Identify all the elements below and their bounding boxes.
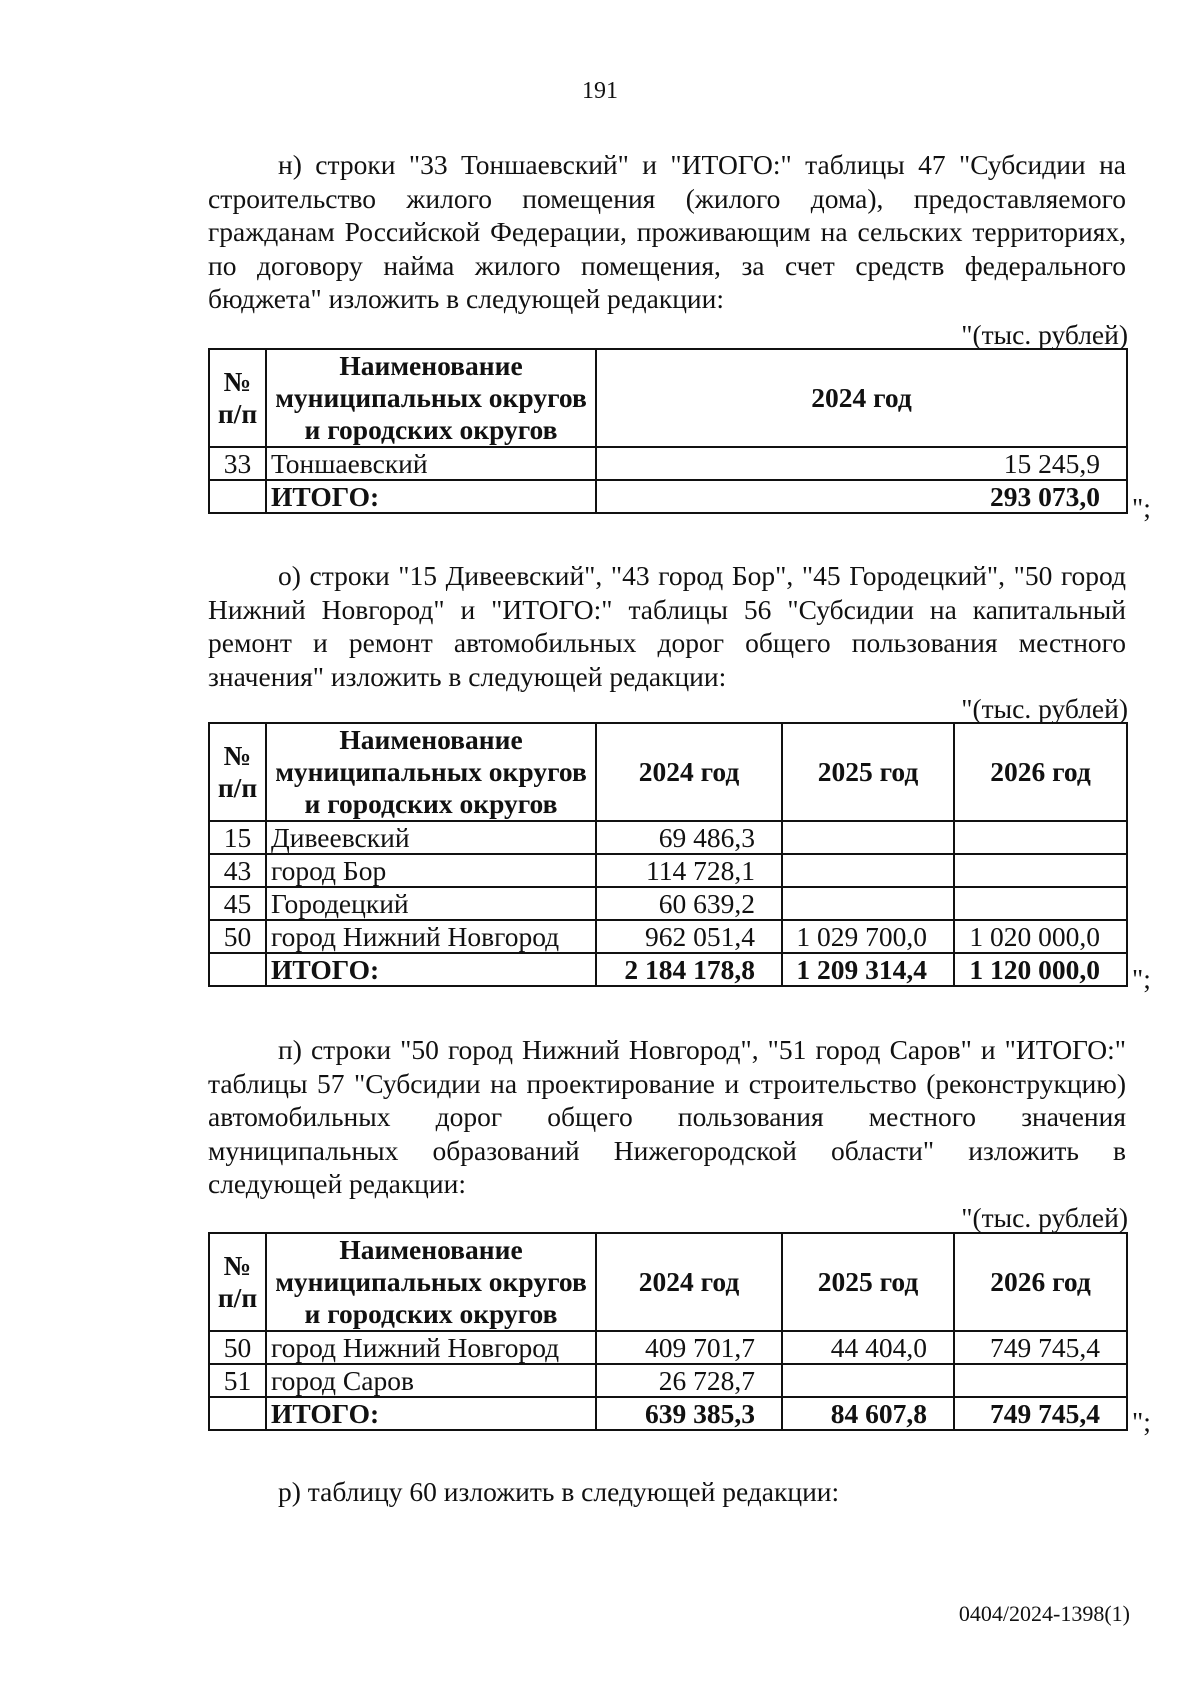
row-2024: 962 051,4 bbox=[596, 920, 782, 953]
row-name: Дивеевский bbox=[266, 821, 596, 854]
table-row bbox=[209, 1331, 1127, 1364]
row-index: 43 bbox=[209, 854, 266, 887]
table-row bbox=[209, 821, 1127, 854]
row-2026 bbox=[954, 854, 1127, 887]
header-2024: 2024 год bbox=[596, 723, 782, 821]
header-2024: 2024 год bbox=[596, 349, 1127, 447]
total-label: ИТОГО: bbox=[266, 1397, 596, 1430]
section-r-text: р) таблицу 60 изложить в следующей редакции: bbox=[278, 1476, 840, 1507]
table-header-row bbox=[209, 723, 1127, 821]
total-2025: 1 209 314,4 bbox=[782, 953, 954, 986]
page-number: 191 bbox=[582, 78, 618, 104]
table-56 bbox=[208, 722, 1128, 987]
section-n-unit: "(тыс. рублей) bbox=[961, 319, 1128, 350]
section-o-end-mark: "; bbox=[1132, 963, 1151, 994]
total-index bbox=[209, 480, 266, 513]
row-index: 45 bbox=[209, 887, 266, 920]
total-2024: 639 385,3 bbox=[596, 1397, 782, 1430]
row-2025 bbox=[782, 854, 954, 887]
section-n-end-mark: "; bbox=[1132, 492, 1151, 523]
table-total-row bbox=[209, 480, 1127, 513]
row-2025: 1 029 700,0 bbox=[782, 920, 954, 953]
row-2025 bbox=[782, 887, 954, 920]
header-index: № п/п bbox=[209, 723, 266, 821]
table-total-row bbox=[209, 953, 1127, 986]
total-label: ИТОГО: bbox=[266, 480, 596, 513]
total-2026: 1 120 000,0 bbox=[954, 953, 1127, 986]
table-row bbox=[209, 854, 1127, 887]
section-p-unit: "(тыс. рублей) bbox=[961, 1202, 1128, 1233]
row-index: 51 bbox=[209, 1364, 266, 1397]
header-2024: 2024 год bbox=[596, 1233, 782, 1331]
row-2025: 44 404,0 bbox=[782, 1331, 954, 1364]
row-2024: 15 245,9 bbox=[596, 447, 1127, 480]
row-2026 bbox=[954, 1364, 1127, 1397]
row-2024: 114 728,1 bbox=[596, 854, 782, 887]
row-name: Тоншаевский bbox=[266, 447, 596, 480]
table-57 bbox=[208, 1232, 1128, 1431]
header-2026: 2026 год bbox=[954, 1233, 1127, 1331]
header-name: Наименование муниципальных округов и городских округов bbox=[266, 1233, 596, 1331]
section-n-text: н) строки "33 Тоншаевский" и "ИТОГО:" таблицы 47 "Субсидии на строительство жилого помещения (жилого дома), предоставляемого гражданам Российской Федерации, проживающим на сельских территориях, по договору найма жилого помещения, за счет средств федерального бюджета" изложить в следующей редакции: bbox=[208, 149, 1126, 314]
row-2026 bbox=[954, 821, 1127, 854]
section-p-paragraph bbox=[208, 1033, 1126, 1201]
row-name: город Бор bbox=[266, 854, 596, 887]
table-row bbox=[209, 920, 1127, 953]
header-name: Наименование муниципальных округов и городских округов bbox=[266, 349, 596, 447]
header-2026: 2026 год bbox=[954, 723, 1127, 821]
row-name: город Нижний Новгород bbox=[266, 920, 596, 953]
row-2026: 749 745,4 bbox=[954, 1331, 1127, 1364]
total-index bbox=[209, 1397, 266, 1430]
row-name: город Саров bbox=[266, 1364, 596, 1397]
row-index: 33 bbox=[209, 447, 266, 480]
section-n-paragraph bbox=[208, 148, 1126, 316]
total-2025: 84 607,8 bbox=[782, 1397, 954, 1430]
table-header-row bbox=[209, 349, 1127, 447]
row-2026: 1 020 000,0 bbox=[954, 920, 1127, 953]
row-2026 bbox=[954, 887, 1127, 920]
row-name: Городецкий bbox=[266, 887, 596, 920]
total-label: ИТОГО: bbox=[266, 953, 596, 986]
header-name: Наименование муниципальных округов и городских округов bbox=[266, 723, 596, 821]
row-2024: 69 486,3 bbox=[596, 821, 782, 854]
document-code: 0404/2024-1398(1) bbox=[958, 1601, 1130, 1626]
total-index bbox=[209, 953, 266, 986]
total-2026: 749 745,4 bbox=[954, 1397, 1127, 1430]
row-2025 bbox=[782, 1364, 954, 1397]
header-index: № п/п bbox=[209, 349, 266, 447]
row-index: 50 bbox=[209, 920, 266, 953]
table-row bbox=[209, 1364, 1127, 1397]
header-2025: 2025 год bbox=[782, 723, 954, 821]
section-p-end-mark: "; bbox=[1132, 1406, 1151, 1437]
section-o-text: о) строки "15 Дивеевский", "43 город Бор", "45 Городецкий", "50 город Нижний Новгород" и "ИТОГО:" таблицы 56 "Субсидии на капитальный ремонт и ремонт автомобильных дорог общего пользования местного значения" изложить в следующей редакции: bbox=[208, 560, 1126, 692]
table-47 bbox=[208, 348, 1128, 514]
section-o-unit: "(тыс. рублей) bbox=[961, 693, 1128, 724]
row-2024: 26 728,7 bbox=[596, 1364, 782, 1397]
header-index: № п/п bbox=[209, 1233, 266, 1331]
section-p-text: п) строки "50 город Нижний Новгород", "51 город Саров" и "ИТОГО:" таблицы 57 "Субсидии на проектирование и строительство (реконструкцию) автомобильных дорог общего пользования местного значения муниципальных образований Нижегородской области" изложить в следующей редакции: bbox=[208, 1034, 1126, 1199]
table-row bbox=[209, 447, 1127, 480]
row-2024: 409 701,7 bbox=[596, 1331, 782, 1364]
table-header-row bbox=[209, 1233, 1127, 1331]
section-o-paragraph bbox=[208, 559, 1126, 693]
section-r-paragraph bbox=[208, 1475, 1126, 1509]
row-name: город Нижний Новгород bbox=[266, 1331, 596, 1364]
row-index: 50 bbox=[209, 1331, 266, 1364]
table-row bbox=[209, 887, 1127, 920]
table-total-row bbox=[209, 1397, 1127, 1430]
row-2025 bbox=[782, 821, 954, 854]
row-2024: 60 639,2 bbox=[596, 887, 782, 920]
total-2024: 2 184 178,8 bbox=[596, 953, 782, 986]
row-index: 15 bbox=[209, 821, 266, 854]
header-2025: 2025 год bbox=[782, 1233, 954, 1331]
total-2024: 293 073,0 bbox=[596, 480, 1127, 513]
